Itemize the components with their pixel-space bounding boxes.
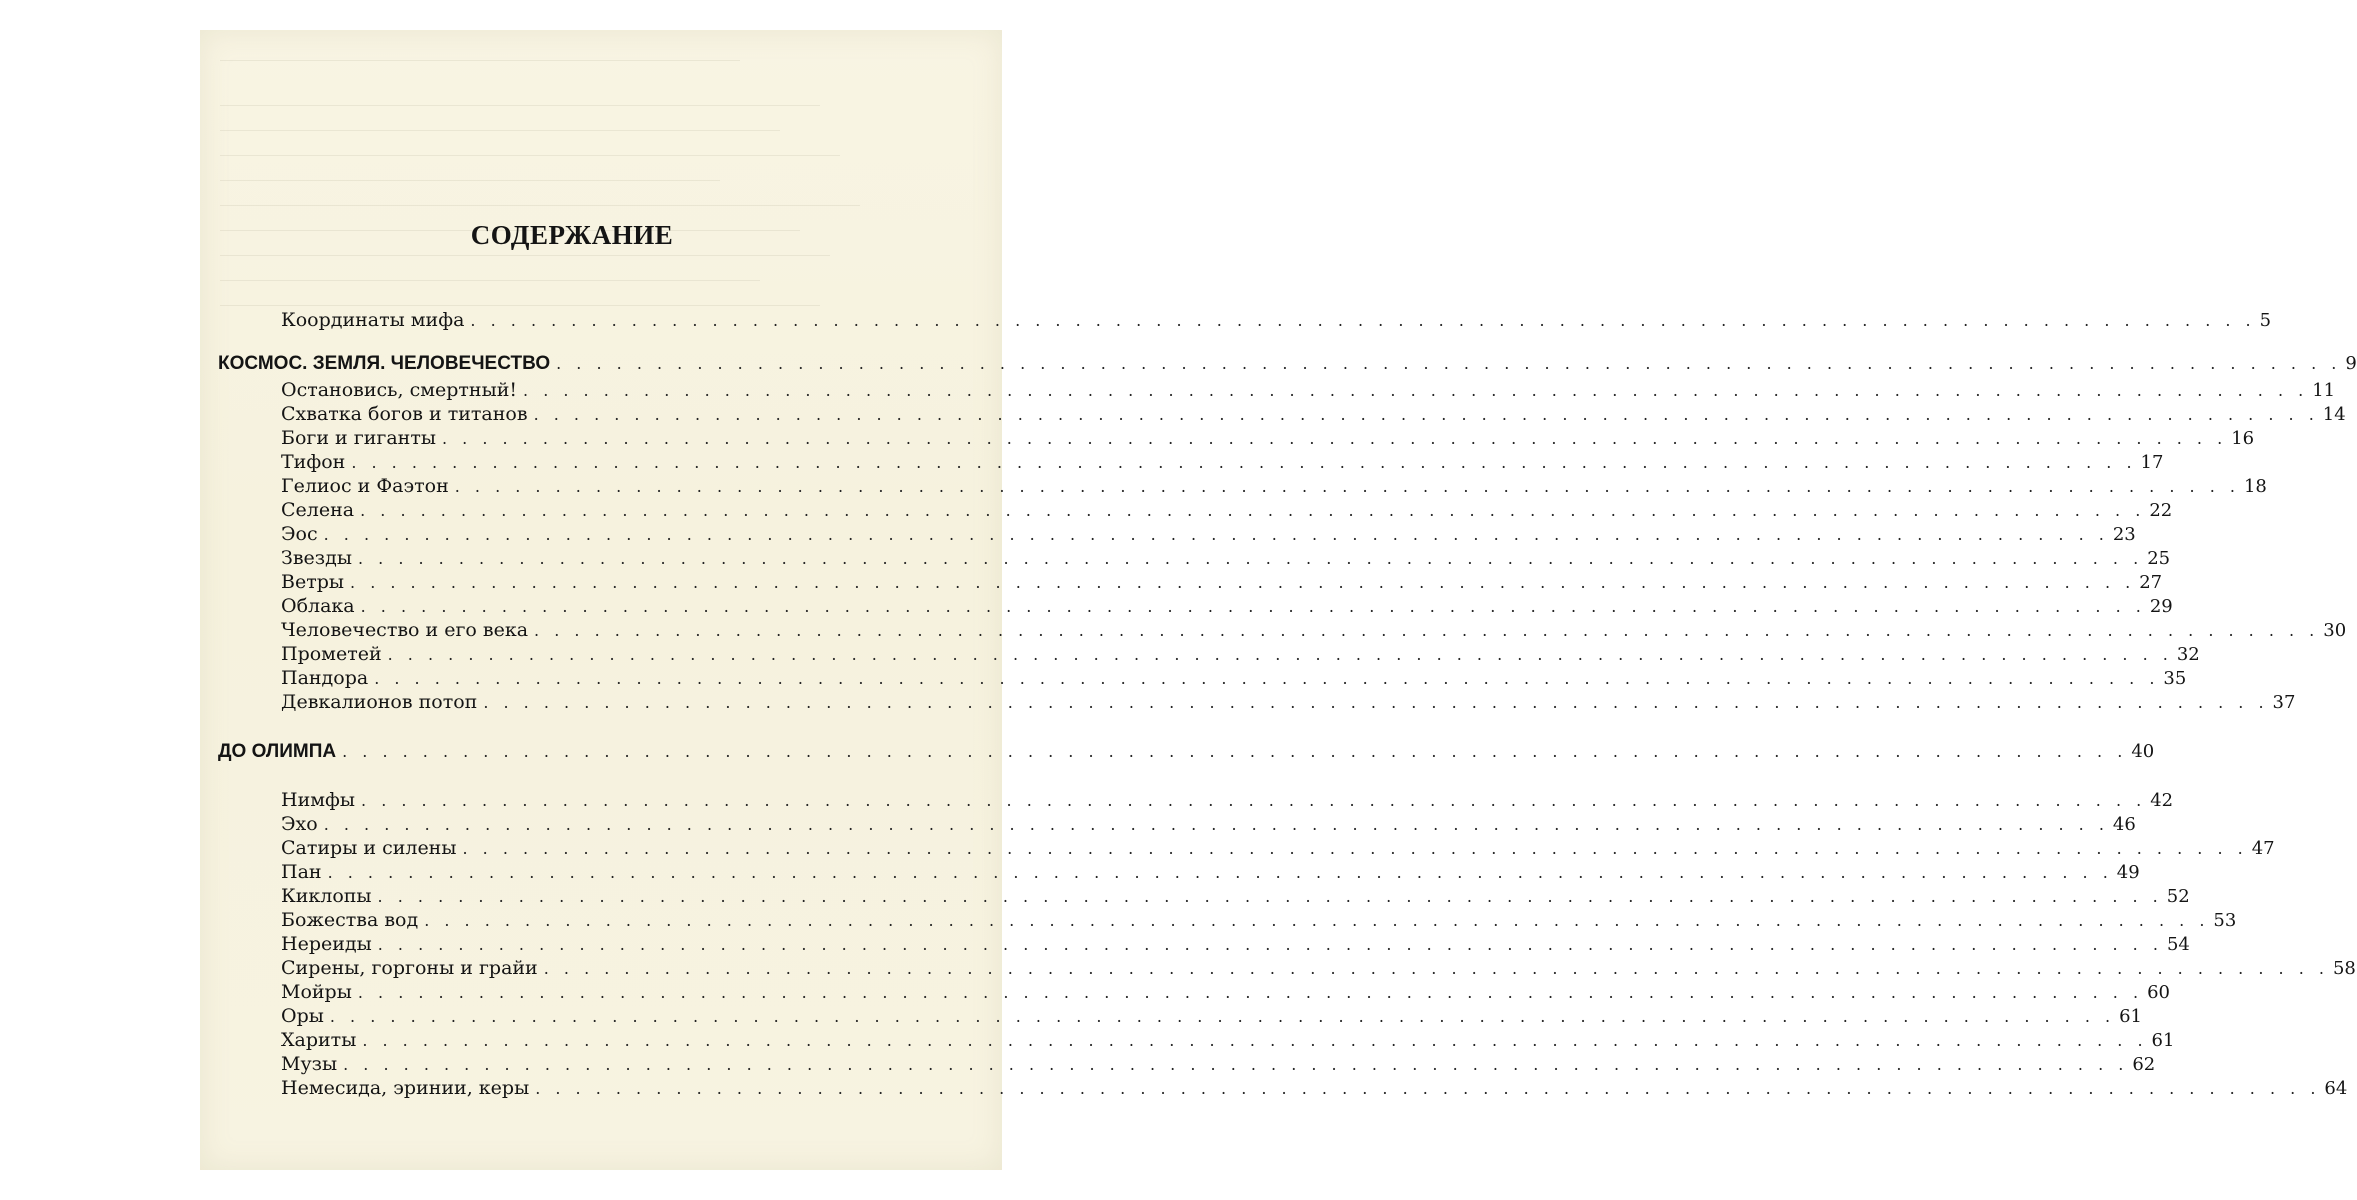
dot-leader: . . . . . . . . . . . . . . . . . . . . . . . . . . . . . . . . . . . . . . . . . . . . . . . . . . . . . . . . . . . . . . . . . . . . . . . . . . . . . . . . . . . . . . . . . [360, 597, 2146, 616]
dot-leader: . . . . . . . . . . . . . . . . . . . . . . . . . . . . . . . . . . . . . . . . . . . . . . . . . . . . . . . . . . . . . . . . . . . . . . . . . . . . . . . . . . . . . . . . . [342, 742, 2128, 761]
toc-entry-title: Мойры [281, 981, 352, 1003]
toc-entry-title: Сатиры и силены [281, 837, 457, 859]
dot-leader: . . . . . . . . . . . . . . . . . . . . . . . . . . . . . . . . . . . . . . . . . . . . . . . . . . . . . . . . . . . . . . . . . . . . . . . . . . . . . . . . . . . . . . . . . [556, 354, 2342, 373]
toc-entry [281, 450, 2164, 474]
toc-page-number: 17 [2140, 452, 2164, 473]
toc-page-number: 61 [2119, 1006, 2142, 1027]
dot-leader: . . . . . . . . . . . . . . . . . . . . . . . . . . . . . . . . . . . . . . . . . . . . . . . . . . . . . . . . . . . . . . . . . . . . . . . . . . . . . . . . . . . . . . . . . [387, 645, 2173, 664]
toc-page-number: 52 [2166, 886, 2190, 907]
toc-entry-title: Оры [281, 1005, 324, 1027]
toc-section-title: ДО ОЛИМПА [218, 741, 337, 762]
page-title: СОДЕРЖАНИЕ [470, 220, 674, 250]
dot-leader: . . . . . . . . . . . . . . . . . . . . . . . . . . . . . . . . . . . . . . . . . . . . . . . . . . . . . . . . . . . . . . . . . . . . . . . . . . . . . . . . . . . . . . . . . [351, 453, 2137, 472]
toc-page-number: 37 [2272, 692, 2296, 713]
toc-entry-title: Селена [281, 499, 355, 521]
toc-entry [281, 884, 2190, 908]
toc-entry [281, 474, 2267, 498]
toc-entry-title: Эос [281, 523, 318, 545]
toc-section-heading [218, 352, 2357, 376]
toc-entry [281, 666, 2187, 690]
toc-page-number: 54 [2166, 934, 2190, 955]
toc-entry [281, 1004, 2142, 1028]
toc-entry-title: Эхо [281, 813, 318, 835]
dot-leader: . . . . . . . . . . . . . . . . . . . . . . . . . . . . . . . . . . . . . . . . . . . . . . . . . . . . . . . . . . . . . . . . . . . . . . . . . . . . . . . . . . . . . . . . . [357, 983, 2144, 1002]
toc-entry [281, 812, 2136, 836]
toc-entry-title: Прометей [281, 643, 382, 665]
dot-leader: . . . . . . . . . . . . . . . . . . . . . . . . . . . . . . . . . . . . . . . . . . . . . . . . . . . . . . . . . . . . . . . . . . . . . . . . . . . . . . . . . . . . . . . . . [533, 405, 2319, 424]
toc-page-number: 49 [2116, 862, 2140, 883]
toc-entry [281, 570, 2163, 594]
toc-entry [281, 426, 2255, 450]
dot-leader: . . . . . . . . . . . . . . . . . . . . . . . . . . . . . . . . . . . . . . . . . . . . . . . . . . . . . . . . . . . . . . . . . . . . . . . . . . . . . . . . . . . . . . . . . [343, 1055, 2129, 1074]
dot-leader: . . . . . . . . . . . . . . . . . . . . . . . . . . . . . . . . . . . . . . . . . . . . . . . . . . . . . . . . . . . . . . . . . . . . . . . . . . . . . . . . . . . . . . . . . [377, 935, 2163, 954]
toc-entry-title: Божества вод [281, 909, 419, 931]
toc-entry [281, 402, 2346, 426]
toc-page-number: 40 [2131, 741, 2155, 762]
toc-page-number: 5 [2259, 310, 2272, 331]
toc-entry [281, 1028, 2175, 1052]
toc-entry [281, 956, 2356, 980]
dot-leader: . . . . . . . . . . . . . . . . . . . . . . . . . . . . . . . . . . . . . . . . . . . . . . . . . . . . . . . . . . . . . . . . . . . . . . . . . . . . . . . . . . . . . . . . . [327, 863, 2113, 882]
toc-entry [281, 308, 2272, 332]
dot-leader: . . . . . . . . . . . . . . . . . . . . . . . . . . . . . . . . . . . . . . . . . . . . . . . . . . . . . . . . . . . . . . . . . . . . . . . . . . . . . . . . . . . . . . . . . [454, 477, 2240, 496]
dot-leader: . . . . . . . . . . . . . . . . . . . . . . . . . . . . . . . . . . . . . . . . . . . . . . . . . . . . . . . . . . . . . . . . . . . . . . . . . . . . . . . . . . . . . . . . . [441, 429, 2228, 448]
dot-leader: . . . . . . . . . . . . . . . . . . . . . . . . . . . . . . . . . . . . . . . . . . . . . . . . . . . . . . . . . . . . . . . . . . . . . . . . . . . . . . . . . . . . . . . . . [362, 1031, 2148, 1050]
dot-leader: . . . . . . . . . . . . . . . . . . . . . . . . . . . . . . . . . . . . . . . . . . . . . . . . . . . . . . . . . . . . . . . . . . . . . . . . . . . . . . . . . . . . . . . . . [361, 791, 2147, 810]
toc-page-number: 64 [2324, 1078, 2348, 1099]
dot-leader: . . . . . . . . . . . . . . . . . . . . . . . . . . . . . . . . . . . . . . . . . . . . . . . . . . . . . . . . . . . . . . . . . . . . . . . . . . . . . . . . . . . . . . . . . [543, 959, 2329, 978]
toc-section-heading [218, 740, 2155, 764]
dot-leader: . . . . . . . . . . . . . . . . . . . . . . . . . . . . . . . . . . . . . . . . . . . . . . . . . . . . . . . . . . . . . . . . . . . . . . . . . . . . . . . . . . . . . . . . . [424, 911, 2210, 930]
toc-page-number: 22 [2149, 500, 2173, 521]
toc-entry [281, 378, 2336, 402]
toc-page-number: 46 [2112, 814, 2136, 835]
toc-page-number: 18 [2243, 476, 2267, 497]
toc-entry-title: Немесида, эринии, керы [281, 1077, 530, 1099]
toc-entry-title: Музы [281, 1053, 338, 1075]
toc-entry [281, 836, 2275, 860]
dot-leader: . . . . . . . . . . . . . . . . . . . . . . . . . . . . . . . . . . . . . . . . . . . . . . . . . . . . . . . . . . . . . . . . . . . . . . . . . . . . . . . . . . . . . . . . . [329, 1007, 2116, 1026]
dot-leader: . . . . . . . . . . . . . . . . . . . . . . . . . . . . . . . . . . . . . . . . . . . . . . . . . . . . . . . . . . . . . . . . . . . . . . . . . . . . . . . . . . . . . . . . . [377, 887, 2163, 906]
toc-entry [281, 546, 2171, 570]
dot-leader: . . . . . . . . . . . . . . . . . . . . . . . . . . . . . . . . . . . . . . . . . . . . . . . . . . . . . . . . . . . . . . . . . . . . . . . . . . . . . . . . . . . . . . . . . [350, 573, 2136, 592]
toc-entry-title: Нимфы [281, 789, 356, 811]
toc-page-number: 47 [2251, 838, 2275, 859]
dot-leader: . . . . . . . . . . . . . . . . . . . . . . . . . . . . . . . . . . . . . . . . . . . . . . . . . . . . . . . . . . . . . . . . . . . . . . . . . . . . . . . . . . . . . . . . . [534, 621, 2320, 640]
toc-entry-title: Остановись, смертный! [281, 379, 518, 401]
toc-entry-title: Боги и гиганты [281, 427, 436, 449]
toc-entry [281, 618, 2347, 642]
book-page [200, 30, 2357, 1170]
toc-page-number: 30 [2323, 620, 2347, 641]
toc-entry-title: Нереиды [281, 933, 372, 955]
toc-page-number: 16 [2231, 428, 2255, 449]
dot-leader: . . . . . . . . . . . . . . . . . . . . . . . . . . . . . . . . . . . . . . . . . . . . . . . . . . . . . . . . . . . . . . . . . . . . . . . . . . . . . . . . . . . . . . . . . [523, 381, 2309, 400]
toc-entry [281, 522, 2136, 546]
toc-page-number: 58 [2332, 958, 2356, 979]
toc-page-number: 62 [2132, 1054, 2156, 1075]
toc-entry [281, 498, 2173, 522]
toc-entry [281, 594, 2173, 618]
toc-page-number: 42 [2150, 790, 2174, 811]
toc-entry-title: Гелиос и Фаэтон [281, 475, 449, 497]
toc-page-number: 25 [2147, 548, 2171, 569]
dot-leader: . . . . . . . . . . . . . . . . . . . . . . . . . . . . . . . . . . . . . . . . . . . . . . . . . . . . . . . . . . . . . . . . . . . . . . . . . . . . . . . . . . . . . . . . . [323, 815, 2109, 834]
toc-entry-title: Хариты [281, 1029, 357, 1051]
toc-entry-title: Координаты мифа [281, 309, 465, 331]
toc-entry-title: Киклопы [281, 885, 372, 907]
toc-section-title: КОСМОС. ЗЕМЛЯ. ЧЕЛОВЕЧЕСТВО [218, 353, 551, 374]
toc-entry [281, 788, 2174, 812]
toc-page-number: 29 [2149, 596, 2173, 617]
toc-entry-title: Облака [281, 595, 355, 617]
toc-entry-title: Человечество и его века [281, 619, 529, 641]
toc-entry [281, 1052, 2156, 1076]
toc-page-number: 60 [2147, 982, 2170, 1003]
toc-page-number: 11 [2312, 380, 2336, 401]
toc-entry-title: Пандора [281, 667, 369, 689]
toc-entry [281, 980, 2170, 1004]
dot-leader: . . . . . . . . . . . . . . . . . . . . . . . . . . . . . . . . . . . . . . . . . . . . . . . . . . . . . . . . . . . . . . . . . . . . . . . . . . . . . . . . . . . . . . . . . [374, 669, 2160, 688]
toc-entry-title: Ветры [281, 571, 345, 593]
toc-page-number: 35 [2163, 668, 2187, 689]
toc-entry-title: Пан [281, 861, 322, 883]
toc-entry [281, 690, 2296, 714]
toc-page-number: 23 [2112, 524, 2136, 545]
toc-entry-title: Девкалионов потоп [281, 691, 478, 713]
dot-leader: . . . . . . . . . . . . . . . . . . . . . . . . . . . . . . . . . . . . . . . . . . . . . . . . . . . . . . . . . . . . . . . . . . . . . . . . . . . . . . . . . . . . . . . . . [462, 839, 2248, 858]
dot-leader: . . . . . . . . . . . . . . . . . . . . . . . . . . . . . . . . . . . . . . . . . . . . . . . . . . . . . . . . . . . . . . . . . . . . . . . . . . . . . . . . . . . . . . . . . [483, 693, 2269, 712]
toc-entry [281, 860, 2140, 884]
dot-leader: . . . . . . . . . . . . . . . . . . . . . . . . . . . . . . . . . . . . . . . . . . . . . . . . . . . . . . . . . . . . . . . . . . . . . . . . . . . . . . . . . . . . . . . . . [535, 1079, 2321, 1098]
toc-page-number: 53 [2213, 910, 2237, 931]
dot-leader: . . . . . . . . . . . . . . . . . . . . . . . . . . . . . . . . . . . . . . . . . . . . . . . . . . . . . . . . . . . . . . . . . . . . . . . . . . . . . . . . . . . . . . . . . [470, 311, 2256, 330]
toc-entry [281, 908, 2237, 932]
toc-entry [281, 1076, 2348, 1100]
table-of-contents [200, 30, 2357, 1170]
toc-entry-title: Сирены, горгоны и грайи [281, 957, 538, 979]
toc-entry-title: Схватка богов и титанов [281, 403, 528, 425]
dot-leader: . . . . . . . . . . . . . . . . . . . . . . . . . . . . . . . . . . . . . . . . . . . . . . . . . . . . . . . . . . . . . . . . . . . . . . . . . . . . . . . . . . . . . . . . . [323, 525, 2109, 544]
toc-page-number: 14 [2322, 404, 2346, 425]
toc-page-number: 27 [2139, 572, 2163, 593]
toc-entry-title: Звезды [281, 547, 352, 569]
toc-entry [281, 932, 2190, 956]
toc-entry-title: Тифон [281, 451, 346, 473]
toc-entry [281, 642, 2200, 666]
dot-leader: . . . . . . . . . . . . . . . . . . . . . . . . . . . . . . . . . . . . . . . . . . . . . . . . . . . . . . . . . . . . . . . . . . . . . . . . . . . . . . . . . . . . . . . . . [360, 501, 2146, 520]
toc-page-number: 9 [2345, 353, 2357, 374]
toc-page-number: 32 [2176, 644, 2200, 665]
toc-page-number: 61 [2151, 1030, 2175, 1051]
dot-leader: . . . . . . . . . . . . . . . . . . . . . . . . . . . . . . . . . . . . . . . . . . . . . . . . . . . . . . . . . . . . . . . . . . . . . . . . . . . . . . . . . . . . . . . . . [357, 549, 2144, 568]
